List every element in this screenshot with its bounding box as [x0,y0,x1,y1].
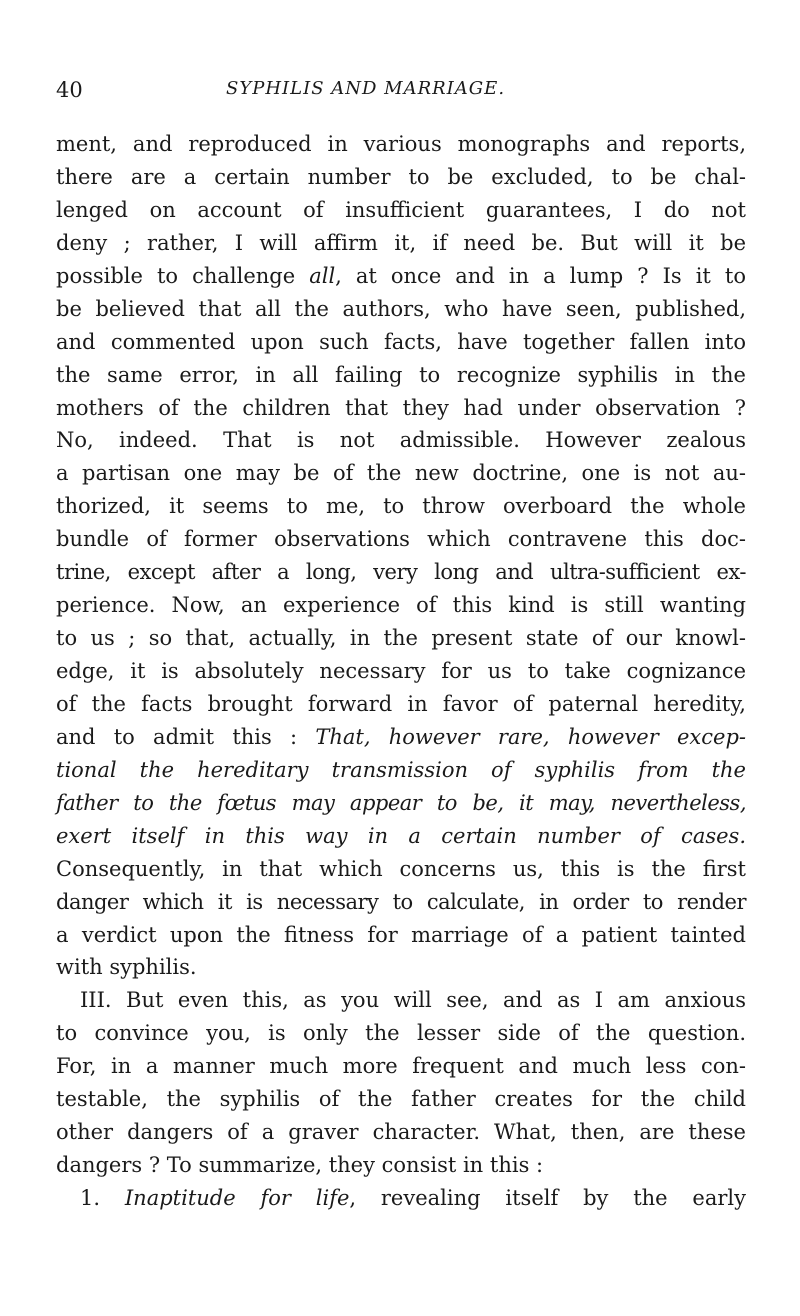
text-line: a partisan one may be of the new doctrine, one is not au- [56,461,746,486]
emphasis: exert itself in this way in a certain number of cases. [56,823,746,848]
text-line [56,1182,746,1215]
text-line: to convince you, is only the lesser side of the question. [56,1021,746,1046]
text-line: Consequently, in that which concerns us, this is the first [56,856,746,881]
text-run: possible to challenge [56,263,310,288]
text-line: mothers of the children that they had under observation ? [56,395,746,420]
text-run: and to admit this : [56,724,316,749]
emphasis: tional the hereditary transmission of syphilis from the [56,757,746,782]
text-run: , revealing itself by the early [349,1186,746,1210]
text-line: there are a certain number to be excluded, to be chal- [56,164,746,189]
running-head [56,78,748,108]
text-line [56,754,746,787]
text-line: For, in a manner much more frequent and much less con- [56,1054,746,1079]
text-line: a verdict upon the fitness for marriage of a patient tainted [56,922,746,947]
text-line: other dangers of a graver character. What, then, are these [56,1120,746,1145]
text-line: and commented upon such facts, have together fallen into [56,329,746,354]
text-line: be believed that all the authors, who have seen, published, [56,296,746,321]
text-line: perience. Now, an experience of this kind is still wanting [56,593,746,618]
text-line: lenged on account of insufficient guarantees, I do not [56,197,746,222]
text-line [56,227,746,260]
emphasis: Inaptitude for life [124,1186,350,1210]
text-run: 1. [80,1186,125,1210]
text-line: with syphilis. [56,955,197,980]
emphasis: all [309,263,336,288]
text-line: thorized, it seems to me, to throw overboard the whole [56,494,746,519]
emphasis: That, however rare, however excep- [315,724,746,749]
text-line: dangers ? To summarize, they consist in this : [56,1153,544,1178]
text-line [56,721,746,754]
text-line: to us ; so that, actually, in the present state of our knowl- [56,626,746,651]
page-number: 40 [56,78,83,102]
text-line: edge, it is absolutely necessary for us to take cognizance [56,659,746,683]
text-line [56,787,746,820]
text-line: of the facts brought forward in favor of paternal heredity, [56,691,746,716]
text-line: III. But even this, as you will see, and as I am anxious [80,988,746,1013]
text-run: , at once and in a lump ? Is it to [335,263,746,288]
text-line: bundle of former observations which contravene this doc- [56,527,746,552]
running-title: SYPHILIS AND MARRIAGE. [226,78,506,99]
body-text [56,128,746,1215]
text-line: trine, except after a long, very long and ultra-sufficient ex- [56,560,746,585]
text-line: danger which it is necessary to calculate, in order to render [56,889,746,914]
emphasis: father to the fœtus may appear to be, it may, nevertheless, [56,790,746,815]
text-line [56,820,746,853]
text-run: deny ; rather, I will affirm it, if need be. But will it be [56,230,746,255]
text-line: No, indeed. That is not admissible. However zealous [56,428,746,453]
text-line: ment, and reproduced in various monographs and reports, [56,132,746,156]
text-line: the same error, in all failing to recognize syphilis in the [56,362,746,387]
text-line [56,260,746,293]
text-line: testable, the syphilis of the father creates for the child [56,1087,746,1112]
